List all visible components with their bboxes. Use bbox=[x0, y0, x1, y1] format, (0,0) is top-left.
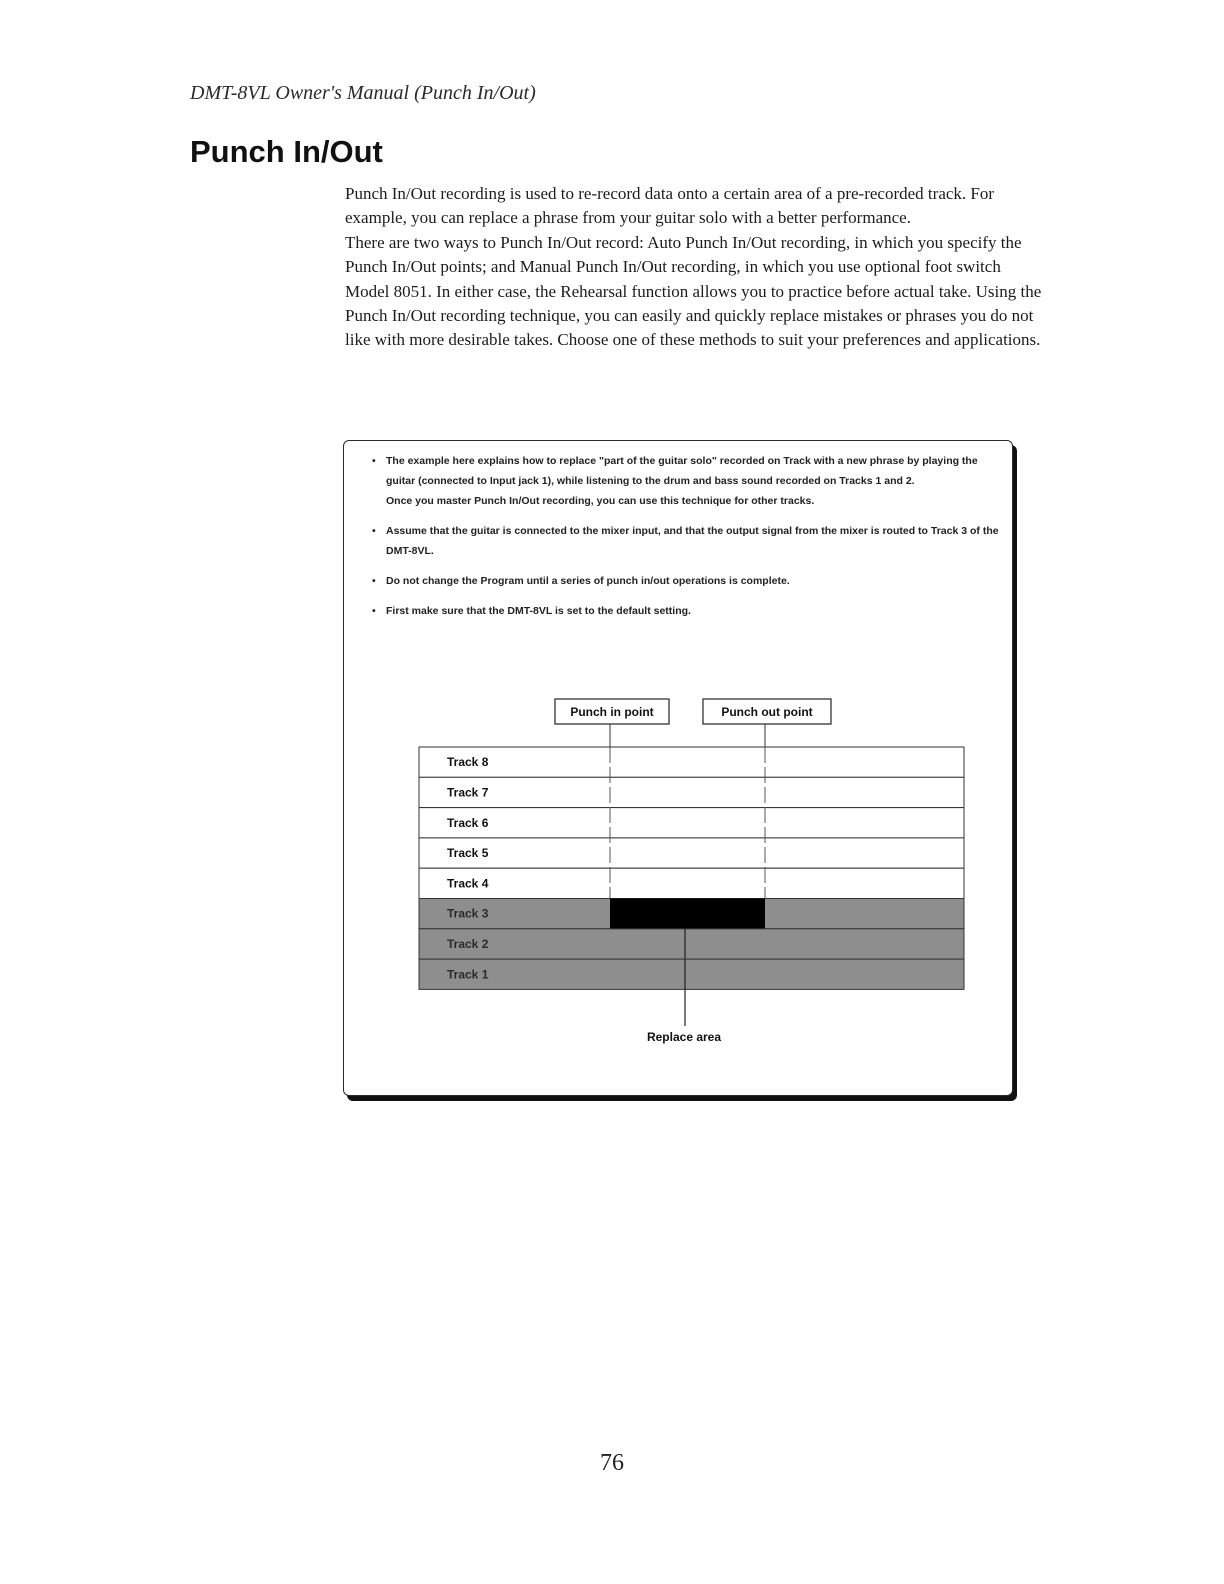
note-followup-text: Once you master Punch In/Out recording, you can use this technique for other tracks. bbox=[386, 495, 815, 507]
track-label: Track 6 bbox=[447, 815, 489, 830]
body-text bbox=[345, 182, 1045, 353]
punch-in-label: Punch in point bbox=[570, 705, 654, 719]
note-text: The example here explains how to replace "part of the guitar solo" recorded on Track with a new phrase by playing the guitar (connected to Input jack 1), while listening to the drum and bass sound recorded on Tracks 1 and 2. bbox=[386, 455, 978, 487]
note-text: First make sure that the DMT-8VL is set to the default setting. bbox=[386, 605, 691, 617]
track-row bbox=[419, 747, 964, 777]
note-box bbox=[343, 440, 1013, 1096]
punch-out-label: Punch out point bbox=[721, 705, 813, 719]
track-label: Track 4 bbox=[447, 876, 489, 891]
track-label: Track 7 bbox=[447, 785, 489, 800]
note-text: Assume that the guitar is connected to the mixer input, and that the output signal from the mixer is routed to Track 3 of the DMT-8VL. bbox=[386, 525, 999, 557]
bullet: • bbox=[372, 525, 376, 537]
bullet: • bbox=[372, 455, 376, 467]
bullet: • bbox=[372, 605, 376, 617]
track-label: Track 2 bbox=[447, 936, 489, 951]
replace-area-label: Replace area bbox=[646, 1030, 722, 1044]
track-label: Track 5 bbox=[447, 846, 489, 861]
paragraph-intro: Punch In/Out recording is used to re-record data onto a certain area of a pre-recorded track. For example, you can replace a phrase from your guitar solo with a better performance. bbox=[345, 184, 995, 228]
track-label: Track 1 bbox=[447, 967, 489, 982]
replace-area-block bbox=[610, 899, 765, 929]
track-row bbox=[419, 959, 964, 989]
track-row bbox=[419, 808, 964, 838]
track-row bbox=[419, 868, 964, 898]
note-text: Do not change the Program until a series of punch in/out operations is complete. bbox=[386, 575, 790, 587]
page-title: Punch In/Out bbox=[190, 134, 383, 169]
track-row bbox=[419, 777, 964, 807]
track-diagram bbox=[344, 441, 1012, 1095]
bullet: • bbox=[372, 575, 376, 587]
track-row bbox=[419, 838, 964, 868]
paragraph-methods: There are two ways to Punch In/Out record: Auto Punch In/Out recording, in which you specify the Punch In/Out points; and Manual Punch In/Out recording, in which you use optional foot switch Model 8051. In either case, the Rehearsal function allows you to practice before actual take. Using the Punch In/Out recording technique, you can easily and quickly replace mistakes or phrases you do not like with more desirable takes. Choose one of these methods to suit your preferences and applications. bbox=[345, 232, 1042, 350]
running-header: DMT-8VL Owner's Manual (Punch In/Out) bbox=[190, 82, 536, 104]
page-number: 76 bbox=[600, 1450, 624, 1476]
track-label: Track 3 bbox=[447, 906, 489, 921]
track-row bbox=[419, 929, 964, 959]
track-label: Track 8 bbox=[447, 755, 489, 770]
